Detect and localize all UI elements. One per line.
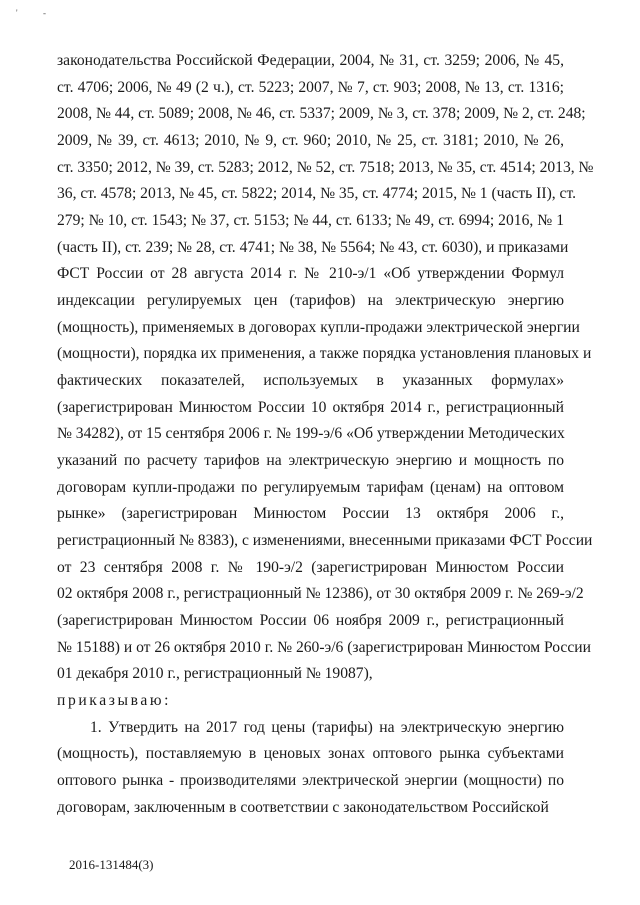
text-line: (зарегистрирован Минюстом России 06 ноября 2009 г., регистрационный xyxy=(57,612,564,630)
text-line: 279; № 10, ст. 1543; № 37, ст. 5153; № 44, ст. 6133; № 49, ст. 6994; 2016, № 1 xyxy=(57,212,564,230)
text-line: 01 декабря 2010 г., регистрационный № 19087), xyxy=(57,665,373,683)
text-line: регистрационный № 8383), с изменениями, внесенными приказами ФСТ России xyxy=(57,532,593,550)
text-line: ст. 4706; 2006, № 49 (2 ч.), ст. 5223; 2007, № 7, ст. 903; 2008, № 13, ст. 1316; xyxy=(57,78,564,96)
text-line: № 34282), от 15 сентября 2006 г. № 199-э/6 «Об утверждении Методических xyxy=(57,425,565,443)
text-line: от 23 сентября 2008 г. № 190-э/2 (зарегистрирован Минюстом России xyxy=(57,558,564,576)
text-line: (часть II), ст. 239; № 28, ст. 4741; № 38, № 5564; № 43, ст. 6030), и приказами xyxy=(57,238,569,256)
text-line: законодательства Российской Федерации, 2004, № 31, ст. 3259; 2006, № 45, xyxy=(57,52,564,69)
scan-mark-left: ' xyxy=(16,8,18,18)
order-word xyxy=(57,688,564,715)
text-line: 36, ст. 4578; 2013, № 45, ст. 5822; 2014, № 35, ст. 4774; 2015, № 1 (часть II), ст. xyxy=(57,185,577,203)
text-line: (мощности), порядка их применения, а также порядка установления плановых и xyxy=(57,345,592,363)
paragraph xyxy=(57,715,564,822)
text-line: указаний по расчету тарифов на электрическую энергию и мощность по xyxy=(57,452,564,470)
text-line: (зарегистрирован Минюстом России 10 октября 2014 г., регистрационный xyxy=(57,398,564,416)
text-line: оптового рынка - производителями электрической энергии (мощности) по xyxy=(57,772,564,790)
text-line: 2008, № 44, ст. 5089; 2008, № 46, ст. 5337; 2009, № 3, ст. 378; 2009, № 2, ст. 248; xyxy=(57,105,586,123)
document-id: 2016-131484(3) xyxy=(69,857,154,872)
text-line: (мощность), поставляемую в ценовых зонах оптового рынка субъектами xyxy=(57,745,564,763)
scan-mark-right: - xyxy=(43,8,46,18)
document-body xyxy=(57,48,594,821)
text-line: 2009, № 39, ст. 4613; 2010, № 9, ст. 960; 2010, № 25, ст. 3181; 2010, № 26, xyxy=(57,132,564,150)
text-line: 02 октября 2008 г., регистрационный № 12386), от 30 октября 2009 г. № 269-э/2 xyxy=(57,585,584,603)
text-line: № 15188) и от 26 октября 2010 г. № 260-э/6 (зарегистрирован Минюстом России xyxy=(57,638,591,656)
text-line: ст. 3350; 2012, № 39, ст. 5283; 2012, № 52, ст. 7518; 2013, № 35, ст. 4514; 2013, № xyxy=(57,158,594,176)
text-line: рынке» (зарегистрирован Минюстом России 13 октября 2006 г., xyxy=(57,505,564,523)
paragraph xyxy=(57,48,594,688)
text-line: договорам купли-продажи по регулируемым тарифам (ценам) на оптовом xyxy=(57,478,564,496)
text-line: 1. Утвердить на 2017 год цены (тарифы) на электрическую энергию xyxy=(90,718,564,736)
text-line: договорам, заключенным в соответствии с законодательством Российской xyxy=(57,798,549,816)
text-line: фактических показателей, используемых в указанных формулах» xyxy=(57,372,564,390)
text-line: приказываю: xyxy=(57,692,172,710)
text-line: индексации регулируемых цен (тарифов) на электрическую энергию xyxy=(57,292,564,310)
text-line: (мощность), применяемых в договорах купли-продажи электрической энергии xyxy=(57,318,580,336)
text-line: ФСТ России от 28 августа 2014 г. № 210-э/1 «Об утверждении Формул xyxy=(57,265,564,283)
